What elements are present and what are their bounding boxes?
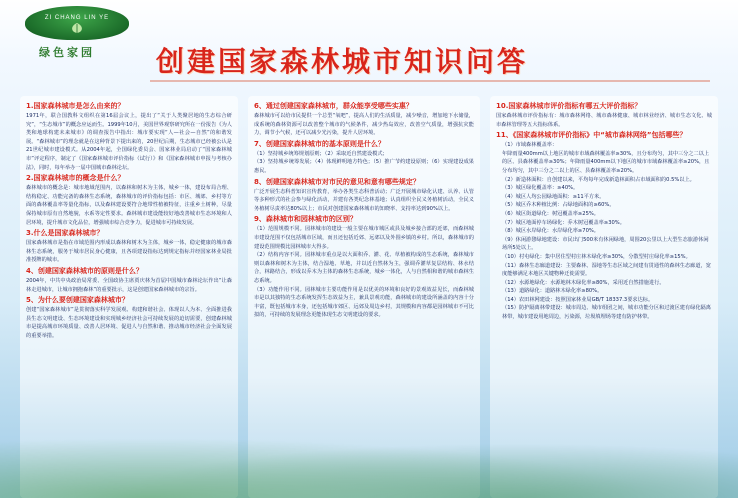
question-heading: 11、《国家森林城市评价指标》中“城市森林网络”包括哪些？ xyxy=(496,131,687,140)
answer-text: （1）范围规模不同。园林城市的建设一般主要在城市城区或县及城乡接合部的近郊，而森林城市建设范围不仅包括城市区域，而且还包括近郊、远郊以及外围乡镇的乡村。所以，森林城市的建设范围规模比园林城市大得多。 xyxy=(254,226,474,250)
question-heading: 9、森林城市和园林城市的区别？ xyxy=(254,215,357,224)
list-item: （9）休闲游憩绿地建设：市民出门500米有休闲绿地，周围20公里以上大型生态旅游休闲场所5处以上。 xyxy=(502,236,709,252)
question-heading: 5、为什么要创建国家森林城市？ xyxy=(26,296,129,305)
answer-text: 2004年，中共中央政治局常委、全国政协主席贾庆林为首届中国城市森林论坛作出“让森林走进城市，让城市拥抱森林”的重要批示，这是创建国家森林城市的宗旨。 xyxy=(26,277,232,293)
list-item: （10）村屯绿化：集中居住型村庄林木绿化率≥30%，分散型村庄绿化率≥15%。 xyxy=(502,253,691,260)
answer-text: （3）坚持城乡统筹发展；（4）体现鲜明地方特色；（5）推广节约建设原则；（6）实现建设成果惠民。 xyxy=(254,159,474,174)
left-column xyxy=(20,96,238,498)
question-heading: 7、创建国家森林城市的基本原则是什么？ xyxy=(254,139,385,148)
question-heading: 4、创建国家森林城市的原则是什么？ xyxy=(26,266,143,275)
middle-column xyxy=(248,96,480,498)
question-heading: 8、创建国家森林城市对市民的意见和意有哪些规定？ xyxy=(254,177,420,186)
leaf-icon xyxy=(69,22,85,34)
answer-text: （2）结构内容不同。园林城市重点是以大面积乔、灌、花、草植被构成的生态系统，森林城市则以森林和树木为主体，结合湿地、草地，并以近自然林为主，强调乔灌草复层结构、林水结合，林路结合，形成以乔木为主体的森林生态系统，城乡一体化，人与自然相和谐的城市森林生态系统。 xyxy=(254,252,474,284)
logo xyxy=(15,6,140,62)
list-item: （6）城区街道绿化：树冠覆盖率≥25%。 xyxy=(502,210,599,217)
answer-text: 国家森林城市是指在市域范围内形成以森林和树木为主体，城乡一体，稳定健康的城市森林生态系统，服务于城市居民身心健康，且各项建设指标达到规定指标并经国家林业局批准授牌的城市。 xyxy=(26,240,232,264)
list-item: （11）森林生态廊道建设：主要森林、湿地等生态区域之间建有贯通性的森林生态廊道，宽度能够满足本地区关键物种迁徙需要。 xyxy=(502,262,711,278)
answer-text: （1）坚持城乡统筹规划原则；（2）采取近自然建设模式； xyxy=(254,150,388,157)
answer-text: 1971年，联合国教科文组织在第16届会议上，提出了“关于人类聚居地的生态综合研究”，“生态城市”的概念应运而生。1999年10月，美国世界观察研究所在一份报告《为人类和地球构建未来城市》的调查报告中指出：城市要实现“人—社会—自然”的和谐发展。“森林城市”的理念就是在这种背景下提出来的，20世纪后期，生态城市已经被公认是21世纪城市建设模式。从2004年起，全国绿化委员会、国家林业局启动了“国家森林城市”评定程序，制定了《国家森林城市评价指标（试行）》和《国家森林城市申报与考核办法》，同时，每年举办一届中国城市森林论坛。 xyxy=(26,113,232,171)
list-item: （4）城区人均公园绿地面积：≥11平方米。 xyxy=(502,193,605,200)
logo-caption: 绿色家园 xyxy=(39,46,95,59)
question-heading: 6、通过创建国家森林城市，群众能享受哪些实惠？ xyxy=(254,102,413,110)
list-item: （2）新造林面积：自创建以来，平均每年完成新造林面积占市域面积的0.5%以上。 xyxy=(502,176,695,183)
answer-text: 森林城市的概念是：城市地域范围内，以森林和树木为主体，城乡一体，建设布局合理、结构稳定、功能完备的森林生态系统，森林城市的评价指标包括：市区、城郊、乡村等方面的森林覆盖率等量化指标，以及森林建设要符合地带性植被特征，注重乡土树种，尽量保持城市原有自然地貌，水系等定性要求。森林城市建设能较好地改善城市生态环境和人居环境，提升城市文化品位，增强城市综合竞争力，促进城市可持续发展。 xyxy=(26,185,232,226)
list-item: （13）道路绿化：道路林木绿化率≥80%。 xyxy=(502,288,603,295)
list-item: 年降雨量400mm以上地区的城市市域森林覆盖率≥30%，且分布均匀，其中三分之二以上的区、县森林覆盖率≥30%；年降雨量400mm以下地区的城市市域森林覆盖率≥20%，且分布均匀，其中三分之二以上的区、县森林覆盖率≥20%。 xyxy=(502,150,710,174)
list-item: （1）市域森林覆盖率： xyxy=(502,142,558,149)
question-heading: 2.国家森林城市的概念是什么？ xyxy=(26,174,125,183)
answer-text: 广泛开展生态科普知识宣传教育，举办各类生态科普活动；广泛开展城市绿化认建、认养、认管等多种形式的社会参与绿化活动，并建有各类纪念林基地；认真组织全民义务植树活动，全民义务植树尽责率达80%以上；市民对创建国家森林城市的知晓率、支持率达到90%以上。 xyxy=(254,188,474,212)
list-item: （15）防护隔离林带建设：城市周边、城市组团之间，城市功能分区和过渡区建有绿化隔离林带，城市建设用地周边，污染源，垃圾填埋场等建有防护林带。 xyxy=(502,305,711,321)
answer-text: 创建“国家森林城市”是贯彻落实科学发展观、构建和谐社会、体现以人为本、全面推进我县生态文明建设、生态环境建设和实现城乡经济社会可持续发展的迫切需要，创建森林城市是提高城市环境质量、改善人居环境、促进人与自然和谐、推动城市经济社会全面发展的重要举措。 xyxy=(26,307,232,339)
page-title: 创建国家森林城市知识问答 xyxy=(156,45,529,78)
question-heading: 10.国家森林城市评价指标有哪五大评价指标？ xyxy=(496,102,642,110)
question-heading: 1.国家森林城市是怎么由来的？ xyxy=(26,102,125,110)
list-item: （7）城区地面停车场绿化：乔木树冠覆盖率≥30%。 xyxy=(502,219,625,226)
question-heading: 3.什么是国家森林城市？ xyxy=(26,229,104,238)
answer-text: 森林城市可以给市民提供一个总型“氧吧”，提高人们的生活质量，减少噪音，增加地下水储量，成系统的森林资源可以改善整个城市的气候条件，减少热岛效应，改善空气质量，增强抗灾能力，调节小气候，还可以减少光污染，提升人居环境。 xyxy=(254,113,474,137)
logo-badge xyxy=(25,6,129,40)
answer-text: 国家森林城市评价指标有：城市森林网络、城市森林健康、城市林业经济、城市生态文化、城市森林管理等五大指标体系。 xyxy=(496,113,712,128)
list-item: （12）水源地绿化：水源地林木绿化率≥80%，采用近自然措施进行。 xyxy=(502,279,665,286)
logo-badge-text: ZI CHANG LIN YE xyxy=(44,15,110,21)
list-item: （3）城区绿化覆盖率：≥40%。 xyxy=(502,185,579,192)
list-item: （5）城区乔木种植比例：占绿地面积的≥60%。 xyxy=(502,202,615,209)
list-item: （14）农田林网建设：按照国家林业局GB/T 18337.3要求达标。 xyxy=(502,296,654,303)
answer-text: （3）功能作用不同。园林城市主要功能作用是以优美的环境和良好的景观效益见长，而森林城市是以其独特的生态系统发挥生态效益为主，兼具景观功能，森林城市的建设所涵盖的内容十分丰富，既包括城市本身，还包括城市郊区、远郊及周边乡村，其规模和内容都是园林城市不可比拟的，可持续的发展理念更能体现生态文明建设的要求。 xyxy=(254,286,474,319)
title-divider xyxy=(150,80,710,82)
list-item: （8）城区水岸绿化：水岸绿化率≥70%。 xyxy=(502,228,599,235)
right-column xyxy=(490,96,718,498)
